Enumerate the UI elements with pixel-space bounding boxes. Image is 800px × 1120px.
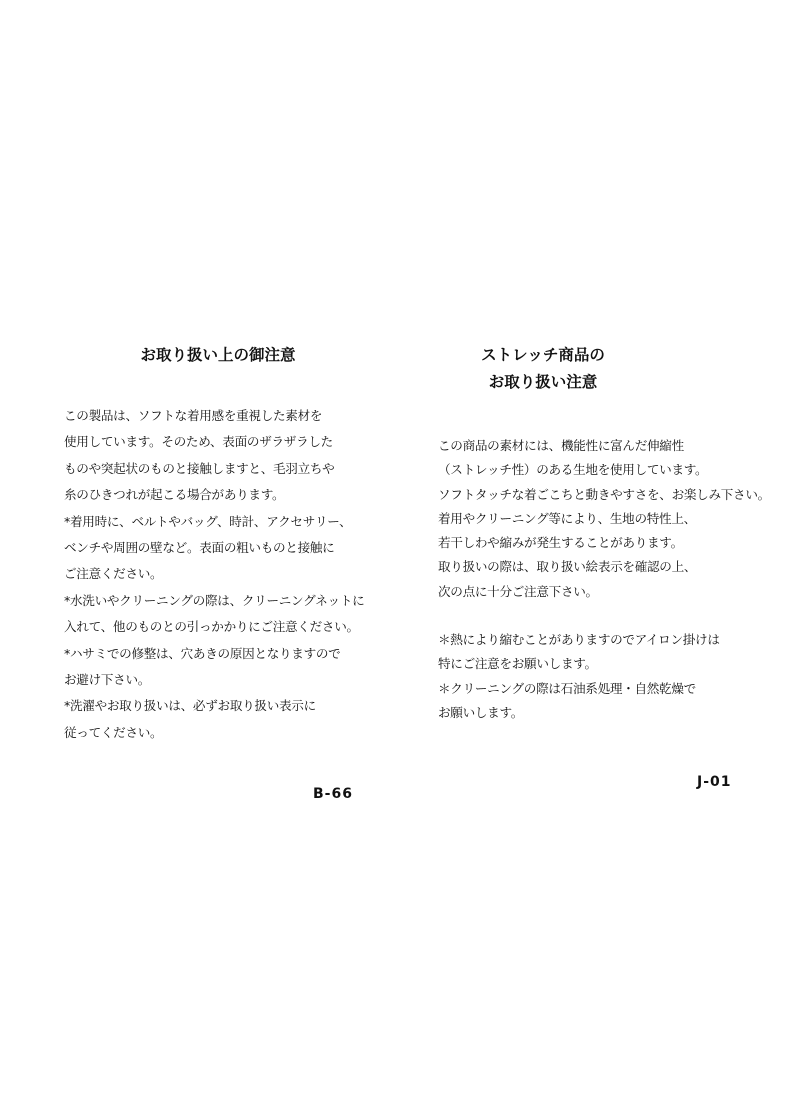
body-line: ＊クリーニングの際は石油系処理・自然乾燥で: [438, 680, 696, 696]
body-line: *洗濯やお取り扱いは、必ずお取り扱い表示に: [64, 698, 316, 714]
body-line: 着用やクリーニング等により、生地の特性上、: [438, 510, 696, 526]
body-line: 入れて、他のものとの引っかかりにご注意ください。: [64, 619, 359, 635]
body-line: 特にご注意をお願いします。: [438, 656, 597, 672]
body-line: お避け下さい。: [64, 672, 151, 688]
body-line: 若干しわや縮みが発生することがあります。: [438, 535, 683, 551]
card-body: [438, 434, 768, 725]
body-line: 使用しています。そのため、表面のザラザラした: [64, 434, 333, 450]
card-body: [64, 403, 380, 746]
body-line: （ストレッチ性）のある生地を使用しています。: [438, 462, 708, 478]
body-line: *ハサミでの修整は、穴あきの原因となりますので: [64, 645, 341, 661]
body-line: 次の点に十分ご注意下さい。: [438, 583, 598, 599]
card-title-line-1: ストレッチ商品の: [481, 346, 605, 364]
body-line: ソフトタッチな着ごこちと動きやすさを、お楽しみ下さい。: [438, 486, 770, 502]
product-code-right: J-01: [697, 774, 732, 790]
body-line: この製品は、ソフトな着用感を重視した素材を: [64, 408, 323, 423]
body-line: ご注意ください。: [64, 566, 163, 582]
body-line: *水洗いやクリーニングの際は、クリーニングネットに: [64, 592, 365, 608]
body-line: *着用時に、ベルトやバッグ、時計、アクセサリー、: [64, 513, 352, 529]
blank-line: [438, 604, 768, 628]
body-line: お願いします。: [438, 704, 524, 720]
body-line: 糸のひきつれが起こる場合があります。: [64, 487, 285, 503]
card-title-line-2: お取り扱い注意: [488, 373, 598, 391]
body-line: この商品の素材には、機能性に富んだ伸縮性: [438, 438, 684, 453]
body-line: 取り扱いの際は、取り扱い絵表示を確認の上、: [438, 559, 697, 575]
care-notice-card-left: [64, 342, 380, 746]
body-line: ベンチや周囲の壁など。表面の粗いものと接触に: [64, 540, 335, 556]
body-line: ＊熱により縮むことがありますのでアイロン掛けは: [438, 632, 720, 648]
card-title: お取り扱い上の御注意: [140, 346, 296, 364]
body-line: 従ってください。: [64, 724, 163, 740]
care-notice-card-right: [438, 342, 768, 725]
product-code-left: B-66: [313, 786, 353, 802]
body-line: ものや突起状のものと接触しますと、毛羽立ちや: [64, 460, 335, 476]
